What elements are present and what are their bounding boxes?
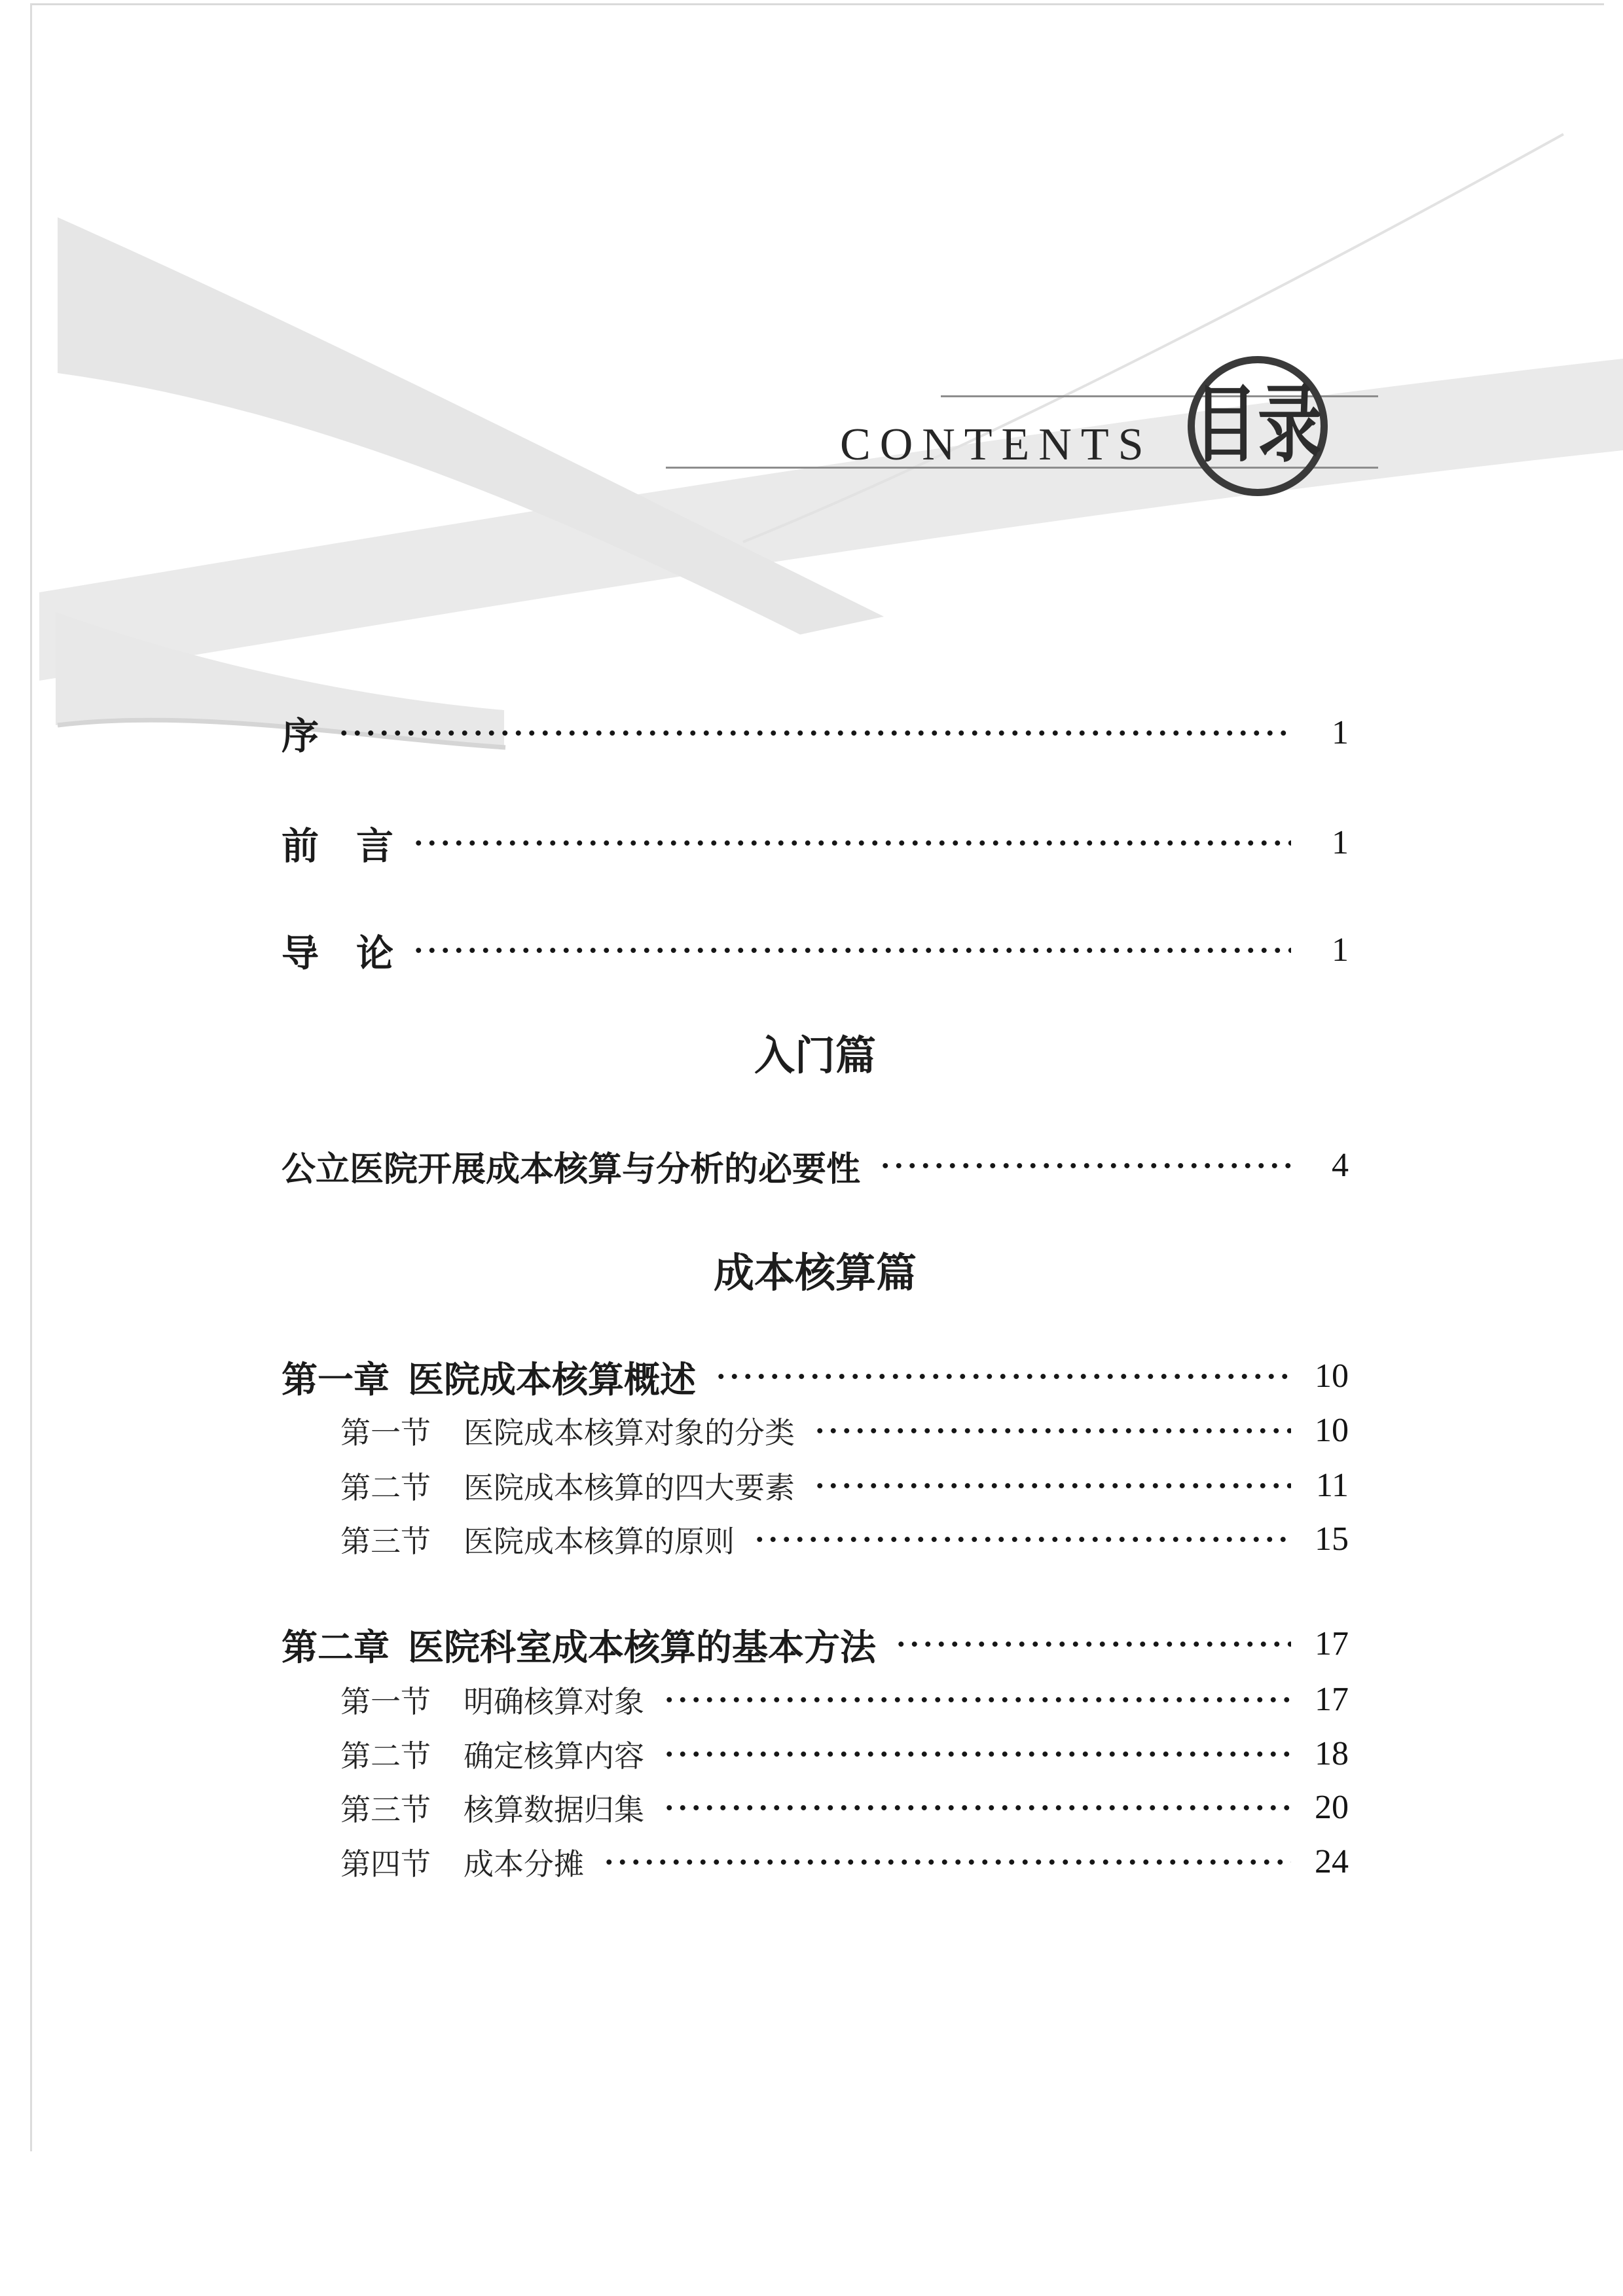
toc-entry-title: 确定核算内容: [464, 1738, 644, 1774]
dot-leader: [663, 1784, 1291, 1831]
section-label: 第一节: [340, 1415, 431, 1450]
page-number: 1: [1332, 824, 1349, 861]
page-number: 10: [1315, 1357, 1349, 1395]
toc-entry-title: 医院科室成本核算的基本方法: [408, 1627, 877, 1668]
toc-entry-title: 医院成本核算的四大要素: [464, 1470, 795, 1505]
dot-leader: [337, 709, 1291, 757]
dot-leader: [663, 1676, 1291, 1723]
page-number: 17: [1315, 1681, 1349, 1718]
toc-section-row: [340, 1462, 1349, 1509]
toc-entry-title: 明确核算对象: [464, 1684, 644, 1719]
toc-chapter-row: [282, 1621, 1349, 1668]
toc-front-row: [282, 927, 1349, 974]
page-number: 11: [1315, 1467, 1349, 1504]
toc-title-circle: [1188, 356, 1328, 496]
page-number: 24: [1315, 1843, 1349, 1880]
part-heading-cost-accounting: 成本核算篇: [713, 1249, 917, 1297]
section-label: 第三节: [340, 1792, 431, 1827]
dot-leader: [813, 1462, 1291, 1509]
toc-section-row: [340, 1839, 1349, 1886]
section-label: 第二节: [340, 1738, 431, 1774]
toc-entry-title: 成本分摊: [464, 1846, 584, 1882]
toc-entry-title: 医院成本核算的原则: [464, 1524, 735, 1559]
page-number: 10: [1315, 1412, 1349, 1449]
dot-leader: [663, 1731, 1291, 1778]
toc-chapter-row: [282, 1142, 1349, 1189]
page-number: 18: [1315, 1735, 1349, 1772]
section-label: 第四节: [340, 1846, 431, 1882]
dot-leader: [714, 1353, 1291, 1400]
toc-section-row: [340, 1407, 1349, 1454]
toc-section-row: [340, 1676, 1349, 1723]
page-number: 15: [1315, 1520, 1349, 1558]
dot-leader: [602, 1839, 1291, 1886]
toc-front-row: [282, 819, 1349, 867]
toc-front-row: [282, 709, 1349, 757]
toc-entry-title: 核算数据归集: [464, 1792, 644, 1827]
dot-leader: [412, 927, 1291, 974]
toc-section-row: [340, 1731, 1349, 1778]
toc-entry-title: 导 论: [282, 933, 393, 975]
toc-chapter-row: [282, 1353, 1349, 1400]
toc-title-cn: 目录: [1194, 379, 1322, 473]
toc-section-row: [340, 1516, 1349, 1563]
dot-leader: [879, 1142, 1291, 1189]
page-number: 1: [1332, 931, 1349, 969]
toc-entry-title: 医院成本核算对象的分类: [464, 1415, 795, 1450]
dot-leader: [753, 1516, 1291, 1563]
toc-entry-title: 医院成本核算概述: [408, 1359, 697, 1400]
section-label: 第二节: [340, 1470, 431, 1505]
dot-leader: [412, 819, 1291, 867]
chapter-label: 第一章: [282, 1359, 390, 1400]
part-heading-intro: 入门篇: [754, 1031, 876, 1079]
toc-entry-title: 公立医院开展成本核算与分析的必要性: [282, 1151, 861, 1189]
toc-section-row: [340, 1784, 1349, 1831]
dot-leader: [813, 1407, 1291, 1454]
toc-entry-title: 序: [282, 716, 319, 757]
page-number: 4: [1332, 1147, 1349, 1184]
dot-leader: [894, 1621, 1291, 1668]
section-label: 第一节: [340, 1684, 431, 1719]
contents-title: CONTENTS: [840, 420, 1153, 470]
page-number: 1: [1332, 714, 1349, 751]
chapter-label: 第二章: [282, 1627, 390, 1668]
page-number: 20: [1315, 1789, 1349, 1826]
section-label: 第三节: [340, 1524, 431, 1559]
toc-entry-title: 前 言: [282, 826, 393, 867]
page-number: 17: [1315, 1625, 1349, 1662]
